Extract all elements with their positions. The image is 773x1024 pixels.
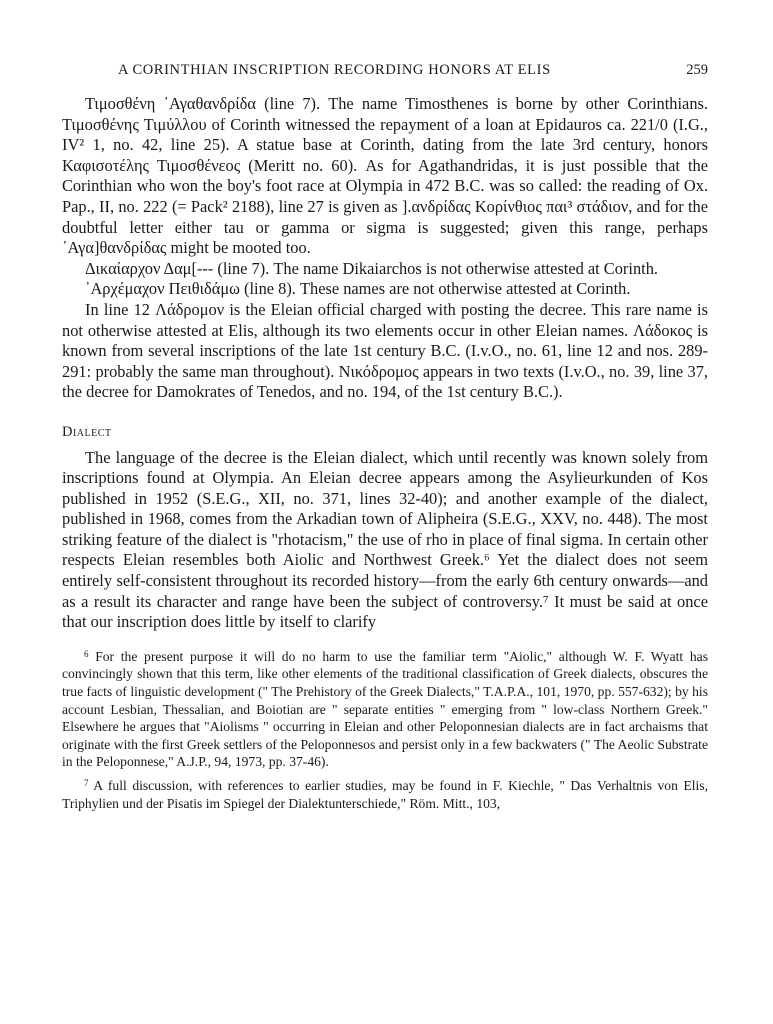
footnote	[62, 775, 708, 812]
document-page	[62, 58, 708, 812]
running-title: A CORINTHIAN INSCRIPTION RECORDING HONORS AT ELIS	[118, 62, 551, 78]
paragraph-timosthenes: Τιμοσθένη ᾿Αγαθανδρίδα (line 7). The name Timosthenes is borne by other Corinthians. Τιμοσθένης Τιμύλλου of Corinth witnessed the repayment of a loan at Epidauros ca. 221/0 (I.G., IV² 1, no. 42, line 25). A statue base at Corinth, dating from the late 3rd century, honors Καφισοτέλης Τιμοσθένεος (Meritt no. 60). As for Agathandridas, it is just possible that the Corinthian who won the boy's foot race at Olympia in 472 B.C. was so called: the reading of Ox. Pap., II, no. 222 (= Pack² 2188), line 27 is given as ].ανδρίδας Κορίνθιος παι³ στάδιον, and for the doubtful letter either tau or gamma or sigma is suggested; given this range, perhaps ᾿Αγα]θανδρίδας might be mooted too.	[62, 94, 708, 258]
footnote-text: For the present purpose it will do no harm to use the familiar term "Aiolic," although W. F. Wyatt has convincingly shown that this term, like other elements of the traditional classification of Greek dialects, obscures the true facts of linguistic development (" The Prehistory of the Greek Dialects," T.A.P.A., 101, 1970, pp. 557-632); by his account Lesbian, Thessalian, and Boiotian are " separate entities " emerging from " low-class Northern Greek." Elsewhere he argues that "Aiolisms " occurring in Eleian and other Peloponnesian dialects are in fact archaisms that originate with the first Greek settlers of the Peloponnesos and persist only in a few backwaters (" The Aeolic Substrate in the Peloponnese," A.J.P., 94, 1973, pp. 37-46).	[62, 648, 708, 770]
page-number: 259	[686, 62, 708, 78]
footnote-mark: 6	[84, 648, 89, 659]
footnote	[62, 646, 708, 771]
main-text	[62, 94, 708, 633]
paragraph-ladromos: In line 12 Λάδρομον is the Eleian official charged with posting the decree. This rare name is not otherwise attested at Elis, although its two elements occur in other Eleian names. Λάδοκος is known from several inscriptions of the late 1st century B.C. (I.v.O., no. 61, line 12 and nos. 289-291: probably the same man throughout). Νικόδρομος appears in two texts (I.v.O., no. 39, line 37, the decree for Damokrates of Tenedos, and no. 194, of the 1st century B.C.).	[62, 299, 708, 402]
section-heading-dialect: Dialect	[62, 423, 112, 440]
paragraph-dialect: The language of the decree is the Eleian dialect, which until recently was known solely from inscriptions found at Olympia. An Eleian decree appears among the Asylieurkunden of Kos published in 1952 (S.E.G., XII, no. 371, lines 32-40); and another example of the dialect, published in 1968, comes from the Arkadian town of Alipheira (S.E.G., XXV, no. 448). The most striking feature of the dialect is "rhotacism," the use of rho in place of final sigma. In certain other respects Eleian resembles both Aiolic and Northwest Greek.⁶ Yet the dialect does not seem entirely self-consistent throughout its recorded history—from the early 6th century onwards—and as a result its character and range have been the subject of controversy.⁷ It must be said at once that our inscription does little by itself to clarify	[62, 447, 708, 632]
paragraph-dikaiarchos: Δικαίαρχον Δαμ[--- (line 7). The name Dikaiarchos is not otherwise attested at Corinth.	[85, 258, 658, 278]
running-head	[62, 58, 708, 82]
footnotes	[62, 646, 708, 812]
footnote-text: A full discussion, with references to earlier studies, may be found in F. Kiechle, " Das Verhaltnis von Elis, Triphylien und der Pisatis im Spiegel der Dialektunterschiede," Röm. Mitt., 103,	[62, 778, 708, 811]
footnote-mark: 7	[84, 778, 89, 788]
paragraph-archemachos: ᾿Αρχέμαχον Πειθιδάμω (line 8). These names are not otherwise attested at Corinth.	[85, 279, 631, 299]
